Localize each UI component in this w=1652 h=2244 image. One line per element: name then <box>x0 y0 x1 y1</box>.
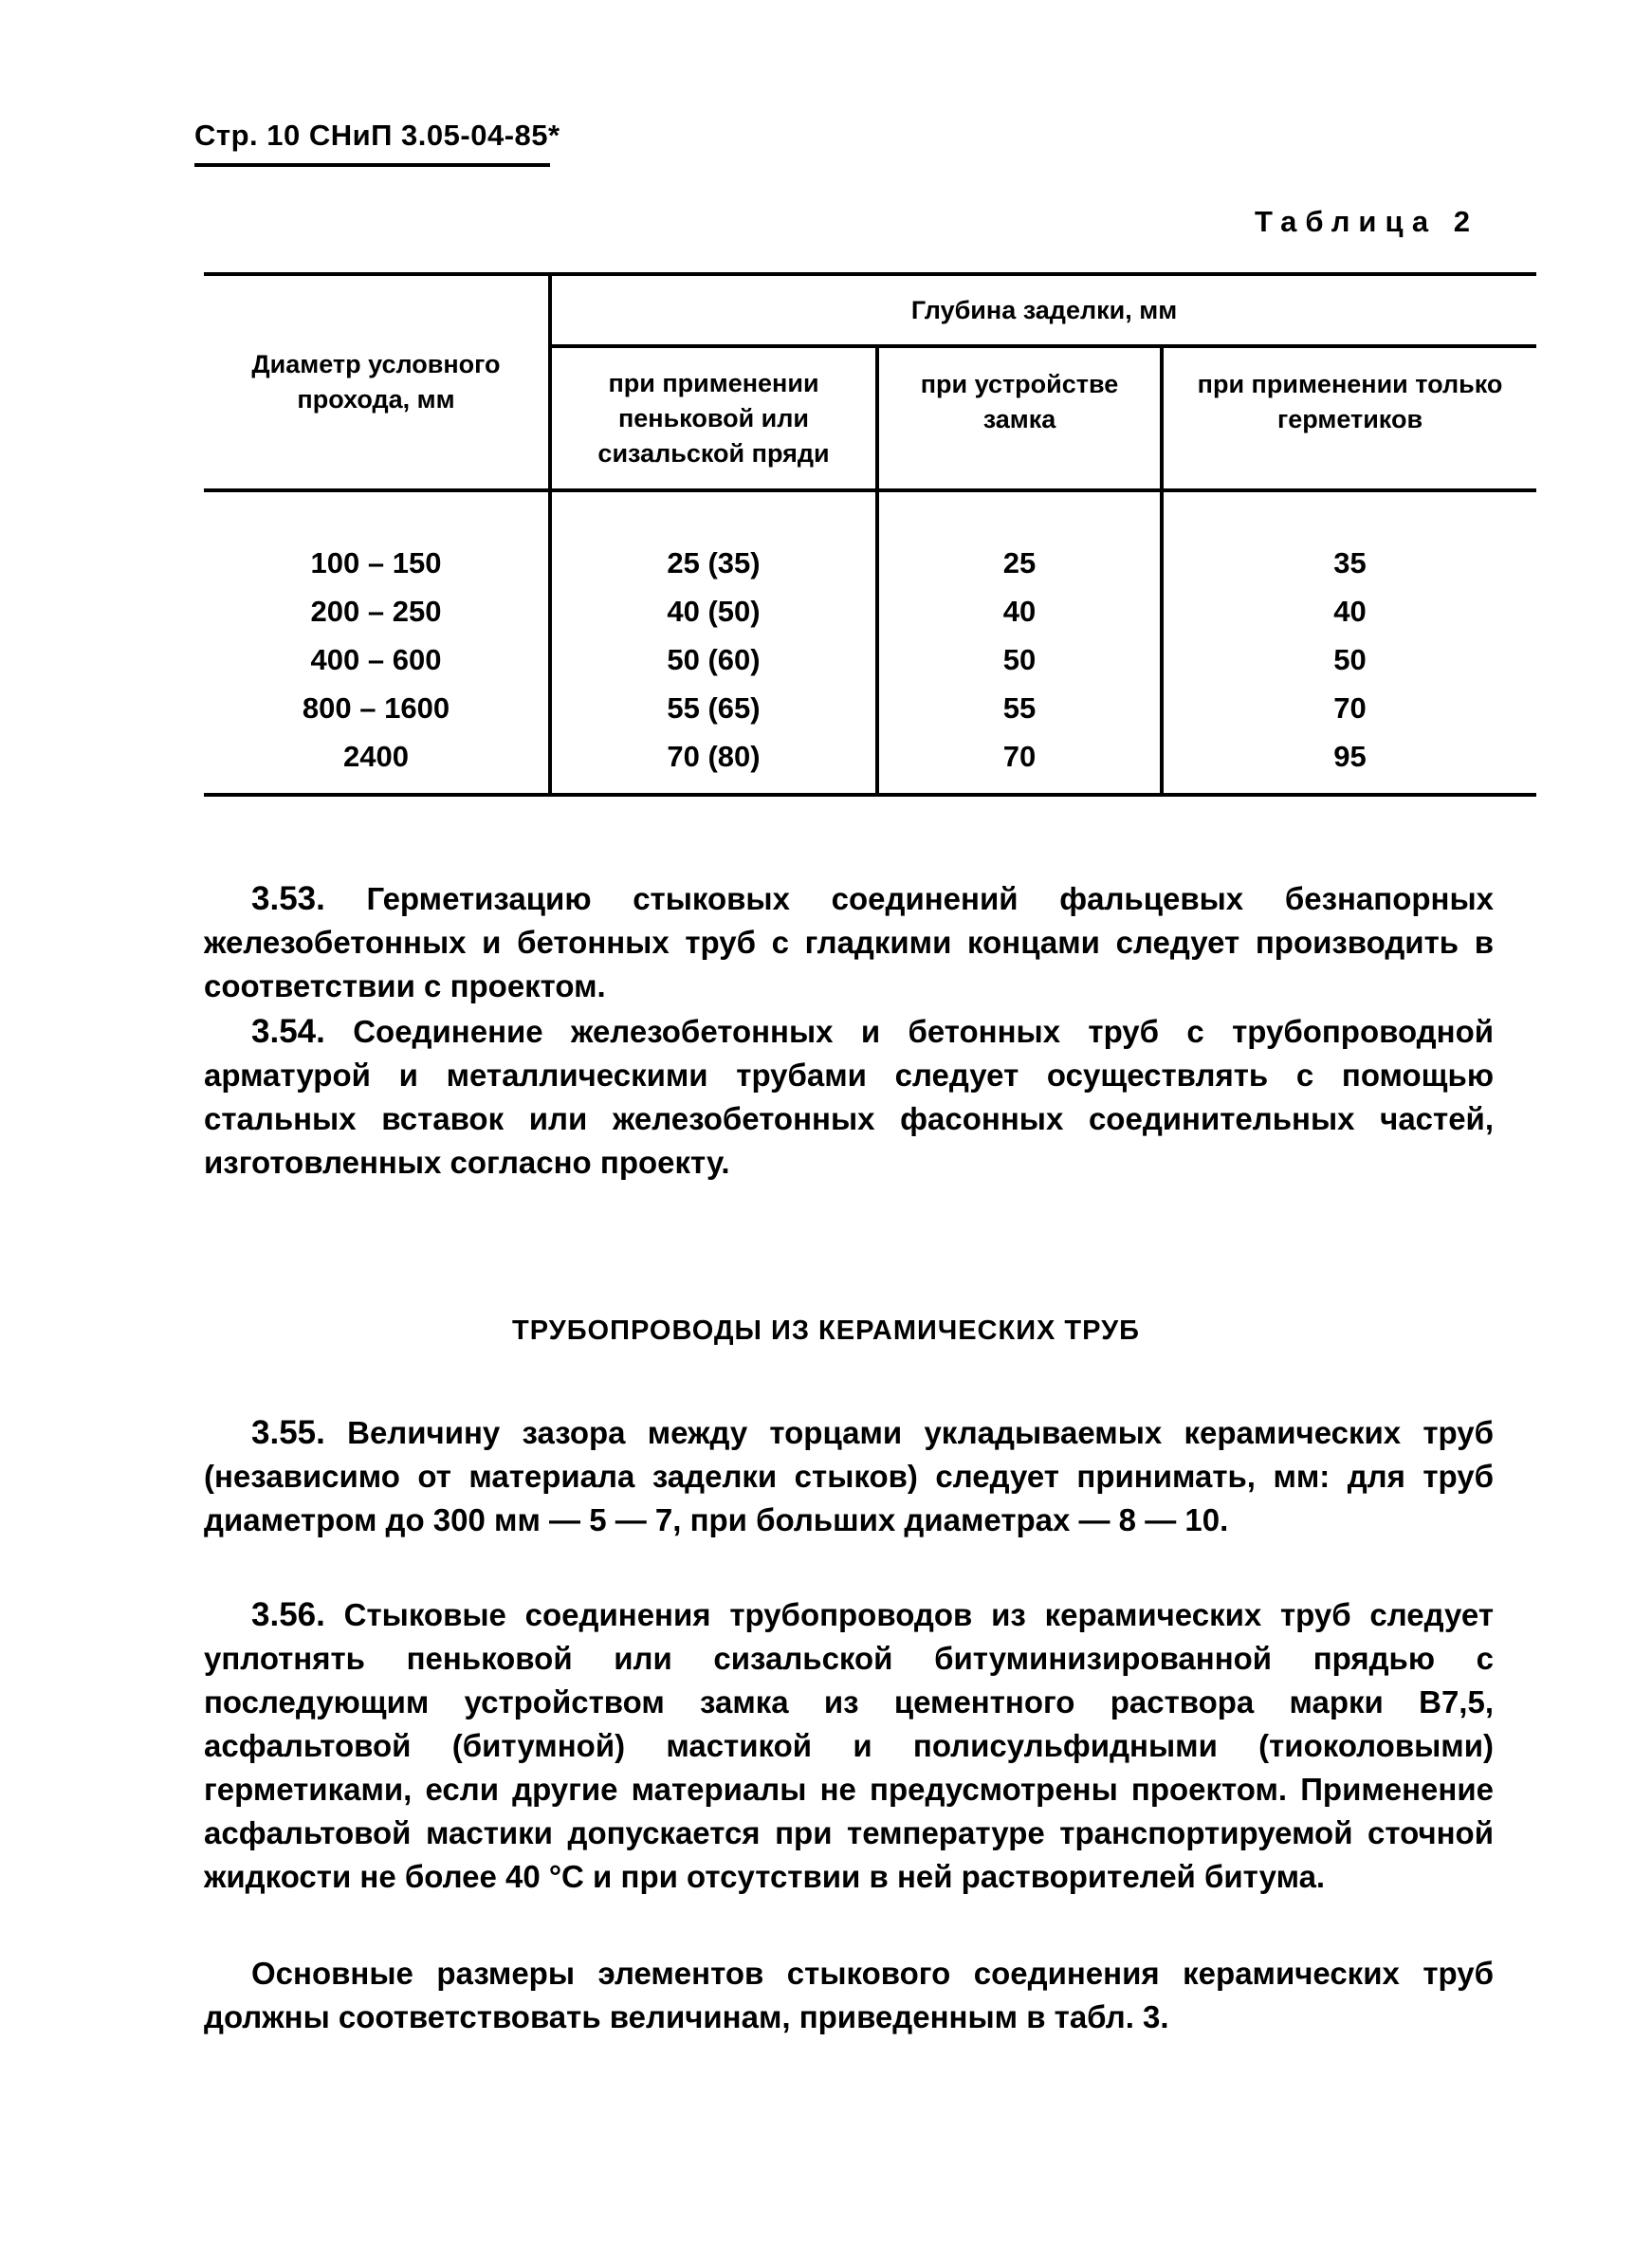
paragraph-3-54 <box>204 1010 1494 1185</box>
paragraph-3-56 <box>204 1593 1494 1899</box>
paragraph-number: 3.54. <box>251 1013 325 1050</box>
page-header: Стр. 10 СНиП 3.05-04-85* <box>194 119 560 152</box>
cell-sealant: 50 <box>1333 643 1367 676</box>
cell-lock: 25 <box>877 490 1162 587</box>
cell-hemp: 50 (60) <box>550 635 877 684</box>
paragraph-text: Соединение железобетонных и бетонных труб с трубопроводной арматурой и металлическими трубами следует осуществлять с помощью стальных вставок или железобетонных фасонных соединительных частей, изготовленных согласно проекту. <box>204 1014 1495 1180</box>
cell-diameter: 2400 <box>204 732 550 795</box>
table-row <box>204 684 1536 732</box>
table-row <box>204 635 1536 684</box>
paragraph-text: Герметизацию стыковых соединений фальцевых безнапорных железобетонных и бетонных труб с гладкими концами следует производить в соответствии с проектом. <box>204 881 1494 1003</box>
cell-lock: 70 <box>877 732 1162 795</box>
col-header-sealant: при применении только герметиков <box>1162 346 1536 490</box>
col-header-hemp: при применении пеньковой или сизальской пряди <box>550 346 877 490</box>
table-row <box>204 732 1536 795</box>
table-row <box>204 490 1536 587</box>
cell-lock: 40 <box>877 587 1162 635</box>
paragraph-text: Основные размеры элементов стыкового соединения керамических труб должны соответствовать величинам, приведенным в табл. 3. <box>204 1956 1494 2034</box>
col-header-diameter: Диаметр условного прохода, мм <box>204 274 550 490</box>
paragraph-3-53 <box>204 877 1494 1008</box>
cell-diameter: 100 – 150 <box>204 490 550 587</box>
depth-table <box>204 272 1536 797</box>
cell-sealant: 40 <box>1333 595 1367 628</box>
cell-diameter: 200 – 250 <box>204 587 550 635</box>
cell-diameter: 400 – 600 <box>204 635 550 684</box>
cell-lock: 50 <box>877 635 1162 684</box>
cell-hemp: 25 (35) <box>550 490 877 587</box>
header-underline <box>194 163 550 167</box>
paragraph-number: 3.53. <box>251 880 325 917</box>
paragraph-number: 3.56. <box>251 1596 325 1633</box>
table-row <box>204 587 1536 635</box>
cell-lock: 55 <box>877 684 1162 732</box>
col-header-lock: при устройстве замка <box>877 346 1162 490</box>
paragraph-text: Величину зазора между торцами укладываемых керамических труб (независимо от материала заделки стыков) следует принимать, мм: для труб диаметром до 300 мм — 5 — 7, при больших диаметрах — 8 — 10. <box>204 1415 1494 1537</box>
col-header-depth-group: Глубина заделки, мм <box>550 274 1536 346</box>
section-title: ТРУБОПРОВОДЫ ИЗ КЕРАМИЧЕСКИХ ТРУБ <box>512 1315 1140 1346</box>
cell-sealant: 35 <box>1333 546 1367 579</box>
cell-hemp: 40 (50) <box>550 587 877 635</box>
cell-sealant: 70 <box>1333 691 1367 725</box>
paragraph-text: Стыковые соединения трубопроводов из керамических труб следует уплотнять пеньковой или сизальской битуминизированной прядью с последующим устройством замка из цементного раствора марки В7,5, асфальтовой (битумной) мастикой и полисульфидными (тиоколовыми) герметиками, если другие материалы не предусмотрены проектом. Применение асфальтовой мастики допускается при температуре транспортируемой сточной жидкости не более 40 °С и при отсутствии в ней растворителей битума. <box>204 1597 1495 1894</box>
paragraph-3-55 <box>204 1411 1494 1542</box>
cell-diameter: 800 – 1600 <box>204 684 550 732</box>
cell-sealant: 95 <box>1162 732 1536 795</box>
paragraph-final <box>204 1952 1494 2039</box>
cell-hemp: 55 (65) <box>550 684 877 732</box>
paragraph-number: 3.55. <box>251 1414 325 1451</box>
table-caption: Таблица 2 <box>1254 205 1478 238</box>
cell-hemp: 70 (80) <box>550 732 877 795</box>
